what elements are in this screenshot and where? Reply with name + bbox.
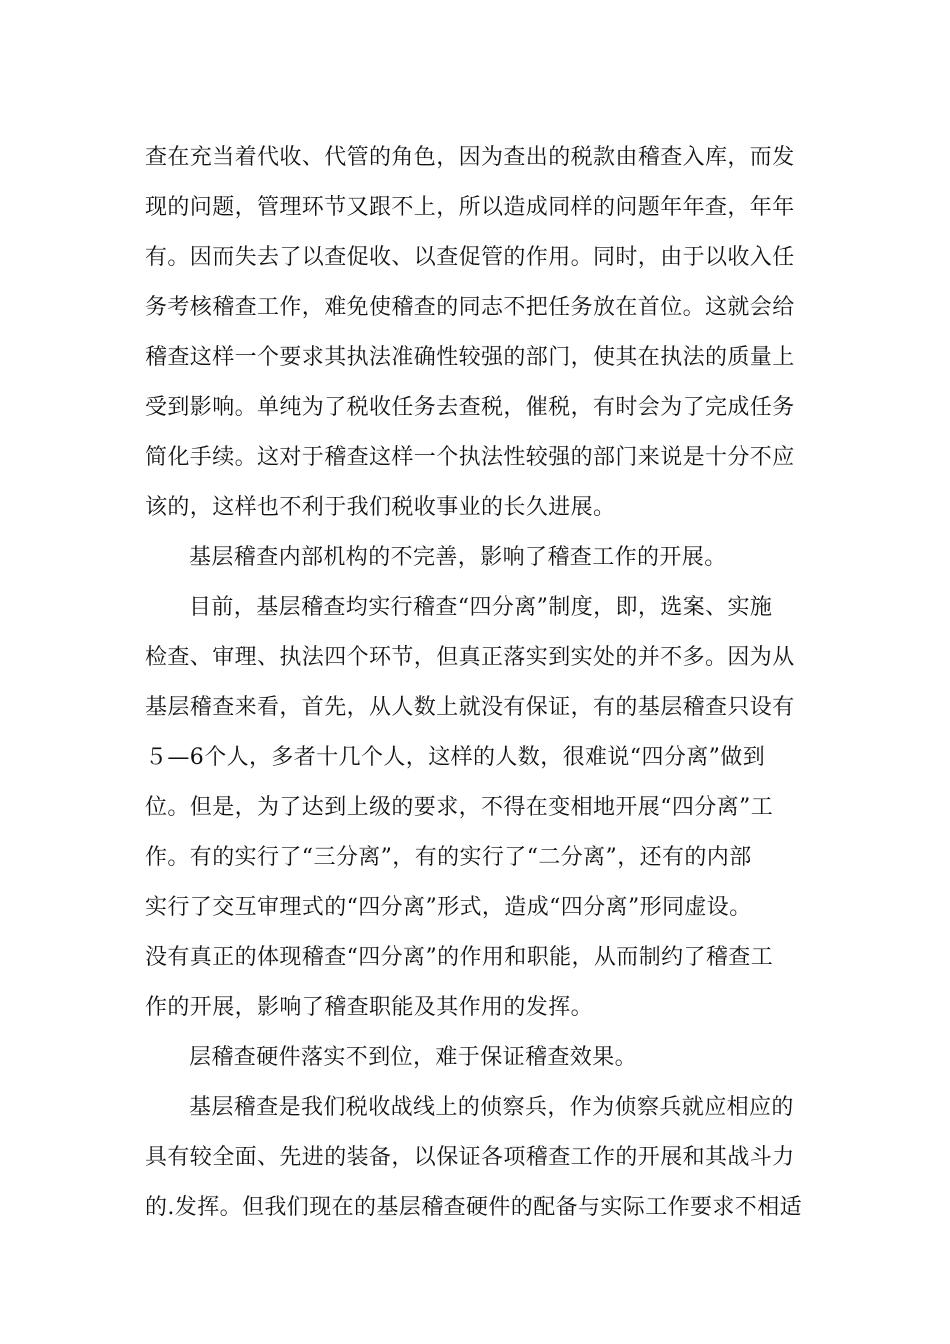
text-line: 基层稽查来看，首先，从人数上就没有保证，有的基层稽查只设有 xyxy=(145,695,795,720)
text-line: 位。但是，为了达到上级的要求，不得在变相地开展“四分离”工 xyxy=(145,795,774,820)
text-line: 查在充当着代收、代管的角色，因为查出的税款由稽查入库，而发 xyxy=(145,145,795,170)
text-line: 受到影响。单纯为了税收任务去查税，催税，有时会为了完成任务 xyxy=(145,395,795,420)
text-line: 务考核稽查工作，难免使稽查的同志不把任务放在首位。这就会给 xyxy=(145,295,795,320)
text-line: 实行了交互审理式的“四分离”形式，造成“四分离”形同虚设。 xyxy=(145,895,752,920)
section-heading: 层稽查硬件落实不到位，难于保证稽查效果。 xyxy=(189,1045,638,1070)
text-line: 稽查这样一个要求其执法准确性较强的部门，使其在执法的质量上 xyxy=(145,345,795,370)
section-heading: 基层稽查内部机构的不完善，影响了稽查工作的开展。 xyxy=(189,545,727,570)
text-line: ５—6个人，多者十几个人，这样的人数，很难说“四分离”做到 xyxy=(145,745,766,770)
text-line: 现的问题，管理环节又跟不上，所以造成同样的问题年年查，年年 xyxy=(145,195,795,220)
document-body xyxy=(145,133,815,1233)
paragraph-start-line: 目前，基层稽查均实行稽查“四分离”制度，即，选案、实施 xyxy=(189,595,773,620)
text-line: 作的开展，影响了稽查职能及其作用的发挥。 xyxy=(145,995,594,1020)
text-line: 该的，这样也不利于我们税收事业的长久进展。 xyxy=(145,495,616,520)
text-line: 没有真正的体现稽查“四分离”的作用和职能，从而制约了稽查工 xyxy=(145,945,774,970)
paragraph-start-line: 基层稽查是我们税收战线上的侦察兵，作为侦察兵就应相应的 xyxy=(189,1095,794,1120)
text-line: 作。有的实行了“三分离”，有的实行了“二分离”，还有的内部 xyxy=(145,845,752,870)
text-line: 具有较全面、先进的装备，以保证各项稽查工作的开展和其战斗力 xyxy=(145,1145,795,1170)
text-line: 简化手续。这对于稽查这样一个执法性较强的部门来说是十分不应 xyxy=(145,445,795,470)
text-line: 检查、审理、执法四个环节，但真正落实到实处的并不多。因为从 xyxy=(145,645,795,670)
text-line: 的.发挥。但我们现在的基层稽查硬件的配备与实际工作要求不相适 xyxy=(145,1195,802,1220)
text-line: 有。因而失去了以查促收、以查促管的作用。同时，由于以收入任 xyxy=(145,245,795,270)
